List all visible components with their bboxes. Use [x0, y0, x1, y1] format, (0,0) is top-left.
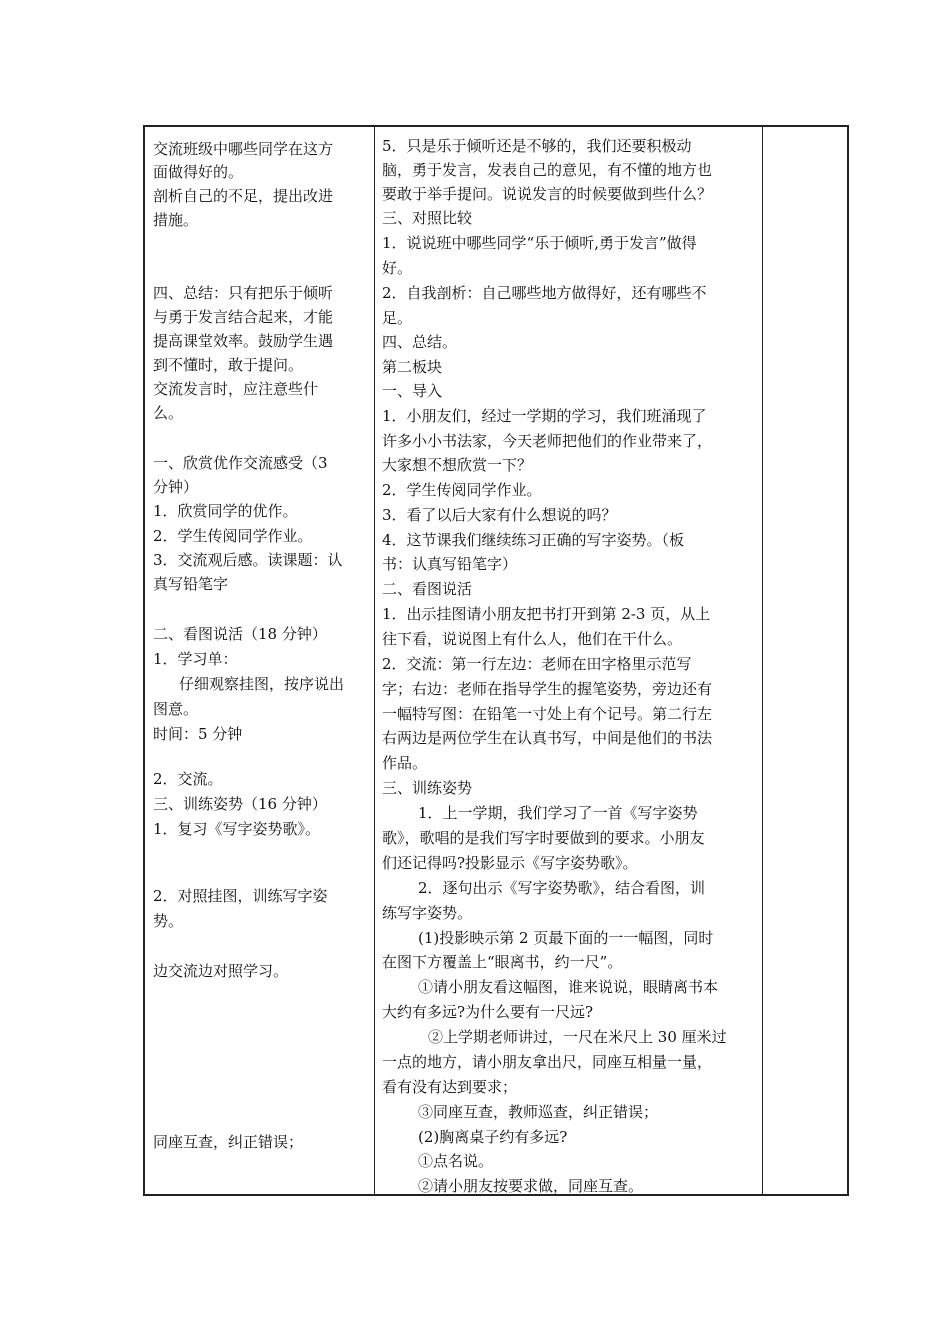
left-column-line: 时间：5 分钟 [153, 725, 243, 743]
middle-column-line: 4．这节课我们继续练习正确的写字姿势。（板 [382, 531, 685, 549]
remarks-column [763, 127, 847, 1194]
left-column-line: 1．学习单： [153, 650, 238, 668]
middle-column-line: 一点的地方，请小朋友拿出尺，同座互相量一量， [382, 1053, 713, 1071]
left-column-line: 2．交流。 [153, 770, 223, 788]
middle-column-line: 2．交流：第一行左边：老师在田字格里示范写 [382, 655, 692, 673]
left-column-line: 二、看图说活（18 分钟） [153, 625, 327, 643]
middle-column-line: 右两边是两位学生在认真书写，中间是他们的书法 [382, 729, 713, 747]
left-column-line: 与勇于发言结合起来，才能 [153, 308, 334, 326]
left-column-line: 三、训练姿势（16 分钟） [153, 795, 327, 813]
middle-column-line: ①请小朋友看这幅图，谁来说说，眼睛离书本 [418, 978, 719, 996]
middle-column-line: 足。 [382, 309, 413, 327]
middle-column-line: 1．上一学期，我们学习了一首《写字姿势 [418, 804, 698, 822]
middle-column-line: 字；右边：老师在指导学生的握笔姿势，旁边还有 [382, 680, 713, 698]
left-column-line: 真写铅笔字 [153, 575, 229, 593]
middle-column-line: 一幅特写图：在铅笔一寸处上有个记号。第二行左 [382, 705, 713, 723]
middle-column-line: 要敢于举手提问。说说发言的时候要做到些什么？ [382, 185, 713, 203]
middle-column-line: 们还记得吗?投影显示《写字姿势歌》。 [382, 854, 638, 872]
middle-column-line: 往下看，说说图上有什么人，他们在干什么。 [382, 630, 683, 648]
middle-column-line: 二、看图说活 [382, 580, 473, 598]
left-column-line: 么。 [153, 404, 184, 422]
middle-column-line: 好。 [382, 259, 413, 277]
middle-column-line: ①点名说。 [418, 1152, 494, 1170]
middle-column-line: 许多小小书法家，今天老师把他们的作业带来了， [382, 432, 713, 450]
middle-column-line: 看有没有达到要求； [382, 1078, 518, 1096]
middle-column-line: ②上学期老师讲过，一尺在米尺上 30 厘米过 [428, 1028, 727, 1046]
left-column-line: 势。 [153, 912, 184, 930]
middle-column-line: 2．学生传阅同学作业。 [382, 481, 542, 499]
middle-column-line: 四、总结。 [382, 333, 458, 351]
middle-column-line: 2．自我剖析：自己哪些地方做得好，还有哪些不 [382, 284, 707, 302]
left-column-line: 2．对照挂图，训练写字姿 [153, 887, 328, 905]
left-column-line: 提高课堂效率。鼓励学生遇 [153, 332, 334, 350]
middle-column-line: 大约有多远?为什么要有一尺远? [382, 1003, 594, 1021]
middle-column-line: 三、训练姿势 [382, 779, 473, 797]
middle-column-line: 一、导入 [382, 382, 443, 400]
left-column-line: 图意。 [153, 700, 199, 718]
left-column-line: 2．学生传阅同学作业。 [153, 527, 313, 545]
left-column-line: 一、欣赏优作交流感受（3 [153, 454, 328, 472]
middle-column-line: 脑，勇于发言，发表自己的意见，有不懂的地方也 [382, 161, 713, 179]
left-column-line: 剖析自己的不足，提出改进 [153, 187, 334, 205]
left-column-line: 同座互查，纠正错误； [153, 1133, 304, 1151]
left-column-line: 分钟） [153, 478, 199, 496]
left-column-line: 面做得好的。 [153, 163, 244, 181]
left-column-line: 到不懂时，敢于提问。 [153, 356, 304, 374]
left-column-line: 1．欣赏同学的优作。 [153, 502, 298, 520]
middle-column-line: 1．小朋友们，经过一学期的学习，我们班涌现了 [382, 407, 707, 425]
middle-column-line: (2)胸离桌子约有多远? [418, 1128, 568, 1146]
left-column-line: 3．交流观后感。读课题：认 [153, 551, 343, 569]
middle-column-line: 2．逐句出示《写字姿势歌》，结合看图，训 [418, 879, 706, 897]
process-notes-column [145, 127, 375, 1194]
middle-column-line: 1．说说班中哪些同学“乐于倾听,勇于发言”做得 [382, 234, 697, 252]
left-column-line: 1．复习《写字姿势歌》。 [153, 820, 321, 838]
middle-column-line: 三、对照比较 [382, 209, 473, 227]
middle-column-line: 大家想不想欣赏一下？ [382, 456, 533, 474]
teaching-steps-column [375, 127, 763, 1194]
middle-column-line: 在图下方覆盖上“眼离书，约一尺”。 [382, 953, 623, 971]
middle-column-line: 书：认真写铅笔字） [382, 555, 518, 573]
middle-column-line: 作品。 [382, 754, 428, 772]
middle-column-line: 歌》，歌唱的是我们写字时要做到的要求。小朋友 [382, 829, 705, 847]
left-column-line: 仔细观察挂图，按序说出 [179, 675, 345, 693]
left-column-line: 措施。 [153, 211, 199, 229]
middle-column-line: ③同座互查，教师巡查，纠正错误； [418, 1103, 659, 1121]
left-column-line: 四、总结：只有把乐于倾听 [153, 284, 334, 302]
middle-column-line: 第二板块 [382, 358, 443, 376]
middle-column-line: (1)投影映示第 2 页最下面的一一幅图，同时 [418, 929, 714, 947]
middle-column-line: ②请小朋友按要求做，同座互查。 [418, 1177, 644, 1195]
left-column-line: 边交流边对照学习。 [153, 962, 289, 980]
middle-column-line: 练写字姿势。 [382, 904, 473, 922]
left-column-line: 交流发言时，应注意些什 [153, 380, 319, 398]
middle-column-line: 1．出示挂图请小朋友把书打开到第 2-3 页，从上 [382, 605, 711, 623]
middle-column-line: 5．只是乐于倾听还是不够的，我们还要积极动 [382, 137, 692, 155]
middle-column-line: 3．看了以后大家有什么想说的吗？ [382, 506, 617, 524]
lesson-plan-table [143, 125, 849, 1196]
left-column-line: 交流班级中哪些同学在这方 [153, 140, 334, 158]
